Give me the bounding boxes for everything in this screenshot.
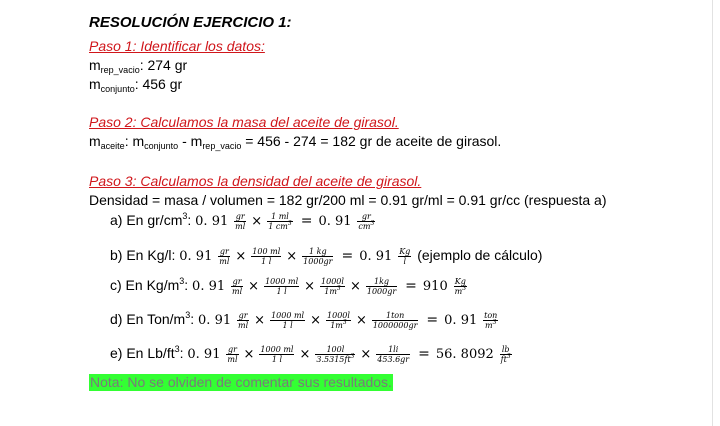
step2-heading: Paso 2: Calculamos la masa del aceite de girasol. <box>89 114 399 130</box>
fraction: $\frac{gr}{ml}$ <box>219 246 230 266</box>
page-edge-divider <box>712 0 713 426</box>
conversion-b: b) En Kg/l: 0. 91 $\frac{gr}{ml}$ × $\frac{100 ml}{1 l}$ × $\frac{1 kg}{1000gr}$ = 0. 91 $\frac{Kg}{l}$ (ejemplo de cálculo) <box>110 246 543 266</box>
fraction: $\frac{Kg}{m^3}$ <box>454 276 467 296</box>
fraction: $\frac{lb}{ft^3}$ <box>500 344 511 364</box>
highlighted-note: Nota: No se olviden de comentar sus resultados. <box>90 374 392 390</box>
fraction: $\frac{gr}{ml}$ <box>235 211 246 231</box>
fraction: $\frac{1000l}{1m^3}$ <box>321 276 344 296</box>
fraction: $\frac{1000 ml}{1 l}$ <box>271 310 305 330</box>
conversion-c: c) En $Kg/m^3$: 0. 91 $\frac{gr}{ml}$ × $\frac{1000 ml}{1 l}$ × $\frac{1000l}{1m^3}$ × $\frac{1kg}{1000gr}$ = 910 $\frac{Kg}{m^3}$ <box>110 276 467 296</box>
conversion-d: d) En Ton/$m^3$: 0. 91 $\frac{gr}{ml}$ × $\frac{1000 ml}{1 l}$ × $\frac{1000l}{1m^3}$ × $\frac{\text{1ton}}{1000000gr}$ = 0. 91 $\frac{\text{ton}}{m^3}$ <box>110 310 498 330</box>
fraction: $\frac{1 kg}{1000gr}$ <box>303 246 333 266</box>
fraction: $\frac{gr}{ml}$ <box>232 276 243 296</box>
fraction: $\frac{100l}{3.5315ft^3}$ <box>316 344 355 364</box>
fraction: $\frac{1000l}{1m^3}$ <box>327 310 350 330</box>
fraction: $\frac{1li}{453.6gr}$ <box>377 344 410 364</box>
fraction: $\frac{gr}{ml}$ <box>238 310 249 330</box>
fraction: $\frac{1000 ml}{1 l}$ <box>260 344 294 364</box>
data-mass-total: $m_{conjunto}$: 456 gr <box>89 76 183 94</box>
fraction: $\frac{1kg}{1000gr}$ <box>366 276 397 296</box>
fraction: $\frac{gr}{ml}$ <box>227 344 238 364</box>
density-statement: Densidad = masa / volumen = 182 gr/200 ml = 0.91 gr/ml = 0.91 gr/cc (respuesta a) <box>89 192 607 208</box>
fraction: $\frac{\text{1ton}}{1000000gr}$ <box>372 310 418 330</box>
page-title: RESOLUCIÓN EJERCICIO 1: <box>89 14 292 31</box>
fraction: $\frac{100 ml}{1 l}$ <box>252 246 281 266</box>
fraction: $\frac{Kg}{l}$ <box>399 246 411 266</box>
fraction: $\frac{\text{ton}}{m^3}$ <box>484 310 498 330</box>
oil-mass-calculation: $m_{aceite}$: $m_{conjunto} - m_{rep\_vacio} = 456 - 274 = 182$ gr de aceite de girasol. <box>89 133 502 151</box>
fraction: $\frac{1 ml}{1 cm^3}$ <box>268 211 292 231</box>
data-mass-empty: $m_{rep\_vacio}$: 274 gr <box>89 57 188 75</box>
step1-heading: Paso 1: Identificar los datos: <box>89 38 265 54</box>
fraction: $\frac{1000 ml}{1 l}$ <box>265 276 299 296</box>
conversion-a: a) En $gr/cm^3$: 0. 91 $\frac{gr}{ml}$ × $\frac{1 ml}{1 cm^3}$ = 0. 91 $\frac{gr}{cm^3}$ <box>110 211 375 231</box>
conversion-e: e) En $Lb/ft^3$: 0. 91 $\frac{gr}{ml}$ × $\frac{1000 ml}{1 l}$ × $\frac{100l}{3.5315ft^3}$ × $\frac{1li}{453.6gr}$ = 56. 8092 $\frac{lb}{ft^3}$ <box>110 344 511 364</box>
fraction: $\frac{gr}{cm^3}$ <box>358 211 375 231</box>
step3-heading: Paso 3: Calculamos la densidad del aceite de girasol. <box>89 173 422 189</box>
